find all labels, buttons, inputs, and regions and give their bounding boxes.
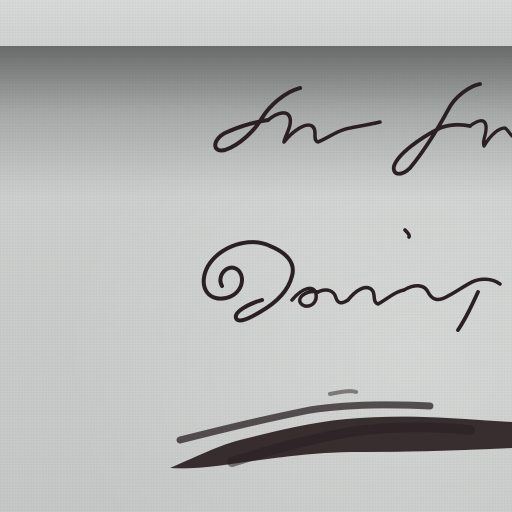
handwriting-line-1 (215, 84, 512, 237)
ink-smear-stroke (170, 391, 512, 468)
handwriting-line-2 (204, 242, 500, 330)
